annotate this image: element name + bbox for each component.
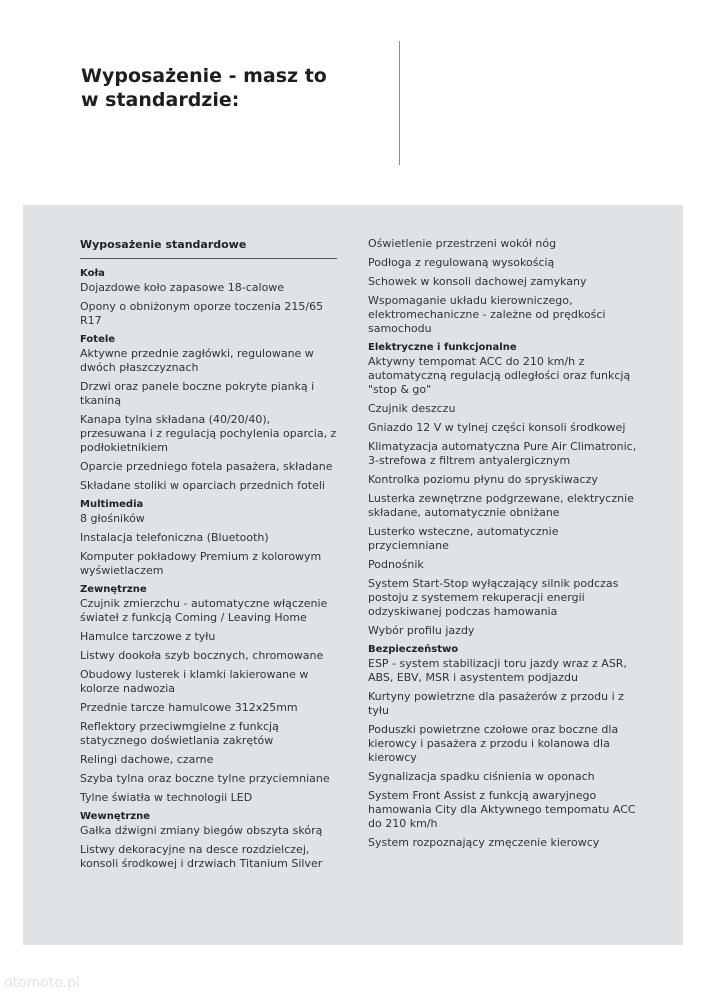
spec-item: Klimatyzacja automatyczna Pure Air Climatronic, 3-strefowa z filtrem antyalergicznym xyxy=(368,440,637,467)
spec-section-left-1 xyxy=(80,333,337,493)
spec-heading-rule xyxy=(80,258,337,259)
spec-item: Listwy dookoła szyb bocznych, chromowane xyxy=(80,649,324,662)
spec-item: Hamulce tarczowe z tyłu xyxy=(80,630,216,643)
spec-column-left xyxy=(80,267,337,876)
spec-item: System Start-Stop wyłączający silnik podczas postoju z systemem rekuperacji energii odzyskiwanej podczas hamowania xyxy=(368,577,619,618)
spec-item: Podłoga z regulowaną wysokością xyxy=(368,256,555,269)
section-title: Zewnętrzne xyxy=(80,584,147,595)
spec-item: Gniazdo 12 V w tylnej części konsoli środkowej xyxy=(368,421,626,434)
spec-section-right-0 xyxy=(368,341,638,638)
spec-section-left-0 xyxy=(80,267,337,328)
spec-item: Szyba tylna oraz boczne tylne przyciemniane xyxy=(80,772,330,785)
spec-item: Kurtyny powietrzne dla pasażerów z przodu i z tyłu xyxy=(368,690,624,717)
spec-section-left-4 xyxy=(80,810,337,871)
spec-item: System Front Assist z funkcją awaryjnego hamowania City dla Aktywnego tempomatu ACC do 210 km/h xyxy=(368,789,636,830)
spec-item: Kontrolka poziomu płynu do spryskiwaczy xyxy=(368,473,598,486)
section-title: Bezpieczeństwo xyxy=(368,644,459,655)
spec-item: Schowek w konsoli dachowej zamykany xyxy=(368,275,587,288)
spec-section-left-2 xyxy=(80,498,337,578)
spec-item: Relingi dachowe, czarne xyxy=(80,753,214,766)
spec-section-continued xyxy=(368,237,638,336)
spec-item: Reflektory przeciwmgielne z funkcją statycznego doświetlania zakrętów xyxy=(80,720,279,747)
spec-item: Sygnalizacja spadku ciśnienia w oponach xyxy=(368,770,595,783)
spec-item: Dojazdowe koło zapasowe 18-calowe xyxy=(80,281,285,294)
section-title: Multimedia xyxy=(80,499,144,510)
spec-item: Przednie tarcze hamulcowe 312x25mm xyxy=(80,701,298,714)
spec-item: Gałka dźwigni zmiany biegów obszyta skórą xyxy=(80,824,323,837)
page-title-line1: Wyposażenie - masz to xyxy=(81,65,327,87)
spec-item: Wybór profilu jazdy xyxy=(368,624,475,637)
spec-item: Poduszki powietrzne czołowe oraz boczne dla kierowcy i pasażera z przodu i kolanowa dla kierowcy xyxy=(368,723,619,764)
spec-item: Czujnik zmierzchu - automatyczne włączenie świateł z funkcją Coming / Leaving Home xyxy=(80,597,328,624)
spec-section-right-1 xyxy=(368,643,638,850)
spec-item: Drzwi oraz panele boczne pokryte pianką i tkaniną xyxy=(80,380,315,407)
spec-item: Lusterka zewnętrzne podgrzewane, elektrycznie składane, automatycznie obniżane xyxy=(368,492,634,519)
page-title-line2: w standardzie: xyxy=(81,89,240,111)
spec-item: Wspomaganie układu kierowniczego, elektromechaniczne - zależne od prędkości samochodu xyxy=(368,294,606,335)
spec-item: Komputer pokładowy Premium z kolorowym wyświetlaczem xyxy=(80,550,322,577)
spec-column-right xyxy=(368,237,638,855)
spec-item: Czujnik deszczu xyxy=(368,402,456,415)
spec-item: Oświetlenie przestrzeni wokół nóg xyxy=(368,237,557,250)
spec-item: Listwy dekoracyjne na desce rozdzielczej, konsoli środkowej i drzwiach Titanium Silver xyxy=(80,843,323,870)
spec-item: Obudowy lusterek i klamki lakierowane w kolorze nadwozia xyxy=(80,668,309,695)
spec-item: Składane stoliki w oparciach przednich foteli xyxy=(80,479,325,492)
page-title xyxy=(81,64,381,112)
spec-item: Oparcie przedniego fotela pasażera, składane xyxy=(80,460,333,473)
spec-item: Podnośnik xyxy=(368,558,424,571)
spec-item: Aktywny tempomat ACC do 210 km/h z automatyczną regulacją odległości oraz funkcją "stop & go" xyxy=(368,355,631,396)
spec-item: Aktywne przednie zagłówki, regulowane w dwóch płaszczyznach xyxy=(80,347,314,374)
header-divider xyxy=(399,41,400,165)
spec-panel xyxy=(23,205,683,945)
spec-item: 8 głośników xyxy=(80,512,145,525)
watermark: otomoto.pl xyxy=(4,975,80,991)
spec-item: Tylne światła w technologii LED xyxy=(80,791,253,804)
section-title: Koła xyxy=(80,268,105,279)
spec-heading: Wyposażenie standardowe xyxy=(80,238,247,251)
spec-item: ESP - system stabilizacji toru jazdy wraz z ASR, ABS, EBV, MSR i asystentem podjazdu xyxy=(368,657,627,684)
spec-section-left-3 xyxy=(80,583,337,805)
section-title: Fotele xyxy=(80,334,116,345)
spec-item: System rozpoznający zmęczenie kierowcy xyxy=(368,836,600,849)
section-title: Elektryczne i funkcjonalne xyxy=(368,342,517,353)
section-title: Wewnętrzne xyxy=(80,811,151,822)
spec-item: Opony o obniżonym oporze toczenia 215/65 R17 xyxy=(80,300,324,327)
spec-item: Instalacja telefoniczna (Bluetooth) xyxy=(80,531,269,544)
spec-item: Lusterko wsteczne, automatycznie przyciemniane xyxy=(368,525,559,552)
spec-item: Kanapa tylna składana (40/20/40), przesuwana i z regulacją pochylenia oparcia, z podłokietnikiem xyxy=(80,413,337,454)
